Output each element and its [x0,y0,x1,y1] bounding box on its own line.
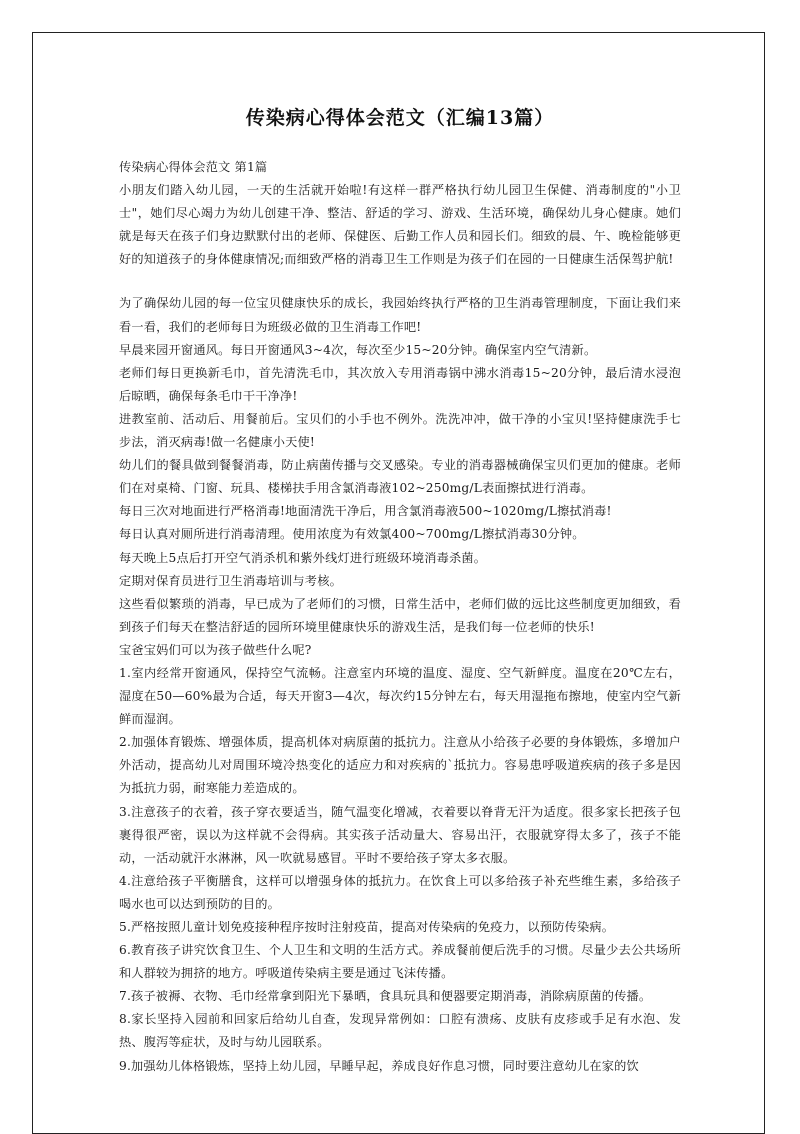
document-title: 传染病心得体会范文（汇编13篇） [245,107,555,129]
section-heading: 传染病心得体会范文 第1篇 [119,160,268,174]
paragraph: 每日认真对厕所进行消毒清理。使用浓度为有效氯400~700mg/L擦拭消毒30分钟。 [119,527,585,542]
paragraph: 老师们每日更换新毛巾，首先清洗毛巾，其次放入专用消毒锅中沸水消毒15~20分钟，最后清水浸泡后晾晒，确保每条毛巾干干净净! [119,365,681,403]
list-item: 1.室内经常开窗通风，保持空气流畅。注意室内环境的温度、湿度、空气新鲜度。温度在20℃左右，湿度在50—60%最为合适，每天开窗3—4次，每次约15分钟左右，每天用湿拖布擦地，使室内空气新鲜而湿润。 [119,665,681,727]
document-body [119,156,681,1078]
paragraph: 进教室前、活动后、用餐前后。宝贝们的小手也不例外。洗洗冲冲，做干净的小宝贝!坚持健康洗手七步法，消灭病毒!做一名健康小天使! [119,411,681,450]
list-item: 9.加强幼儿体格锻炼，坚持上幼儿园，早睡早起，养成良好作息习惯，同时要注意幼儿在家的饮 [119,1058,639,1073]
list-item: 2.加强体育锻炼、增强体质，提高机体对病原菌的抵抗力。注意从小给孩子必要的身体锻炼，多增加户外活动，提高幼儿对周围环境冷热变化的适应力和对疾病的`抵抗力。容易患呼吸道疾病的孩子多是因为抵抗力弱，耐寒能力差造成的。 [119,735,681,796]
paragraph: 定期对保育员进行卫生消毒培训与考核。 [119,573,342,588]
paragraph: 这些看似繁琐的消毒，早已成为了老师们的习惯，日常生活中，老师们做的远比这些制度更加细致，看到孩子们每天在整洁舒适的园所环境里健康快乐的游戏生活，是我们每一位老师的快乐! [119,596,681,634]
paragraph: 宝爸宝妈们可以为孩子做些什么呢? [119,642,312,657]
list-item: 8.家长坚持入园前和回家后给幼儿自查，发现异常例如：口腔有溃疡、皮肤有皮疹或手足有水泡、发热、腹泻等症状，及时与幼儿园联系。 [119,1012,681,1050]
paragraph: 早晨来园开窗通风。每日开窗通风3~4次，每次至少15~20分钟。确保室内空气清新。 [119,342,597,357]
paragraph: 为了确保幼儿园的每一位宝贝健康快乐的成长，我园始终执行严格的卫生消毒管理制度，下面让我们来看一看，我们的老师每日为班级必做的卫生消毒工作吧! [119,296,681,334]
list-item: 7.孩子被褥、衣物、毛巾经常拿到阳光下暴晒，食具玩具和便器要定期消毒，消除病原菌的传播。 [119,989,652,1004]
list-item: 3.注意孩子的衣着，孩子穿衣要适当，随气温变化增减，衣着要以脊背无汗为适度。很多家长把孩子包裹得很严密，误以为这样就不会得病。其实孩子活动量大、容易出汗，衣服就穿得太多了，孩子不能动，一活动就汗水淋淋，风一吹就易感冒。平时不要给孩子穿太多衣服。 [119,804,681,865]
paragraph: 小朋友们踏入幼儿园，一天的生活就开始啦!有这样一群严格执行幼儿园卫生保健、消毒制度的"小卫士"，她们尽心竭力为幼儿创建干净、整洁、舒适的学习、游戏、生活环境，确保幼儿身心健康。她们就是每天在孩子们身边默默付出的老师、保健医、后勤工作人员和园长们。细致的晨、午、晚检能够更好的知道孩子的身体健康情况;而细致严格的消毒卫生工作则是为孩子们在园的一日健康生活保驾护航! [119,183,681,267]
paragraph: 幼儿们的餐具做到餐餐消毒，防止病菌传播与交叉感染。专业的消毒器械确保宝贝们更加的健康。老师们在对桌椅、门窗、玩具、楼梯扶手用含氯消毒液102~250mg/L表面擦拭进行消毒。 [119,458,681,496]
list-item: 6.教育孩子讲究饮食卫生、个人卫生和文明的生活方式。养成餐前便后洗手的习惯。尽量少去公共场所和人群较为拥挤的地方。呼吸道传染病主要是通过飞沫传播。 [119,943,681,981]
list-item: 4.注意给孩子平衡膳食，这样可以增强身体的抵抗力。在饮食上可以多给孩子补充些维生素，多给孩子喝水也可以达到预防的目的。 [119,873,681,911]
list-item: 5.严格按照儿童计划免疫接种程序按时注射疫苗，提高对传染病的免疫力，以预防传染病。 [119,920,615,934]
paragraph: 每日三次对地面进行严格消毒!地面清洗干净后，用含氯消毒液500~1020mg/L擦拭消毒! [119,504,612,519]
paragraph: 每天晚上5点后打开空气消杀机和紫外线灯进行班级环境消毒杀菌。 [119,550,487,565]
